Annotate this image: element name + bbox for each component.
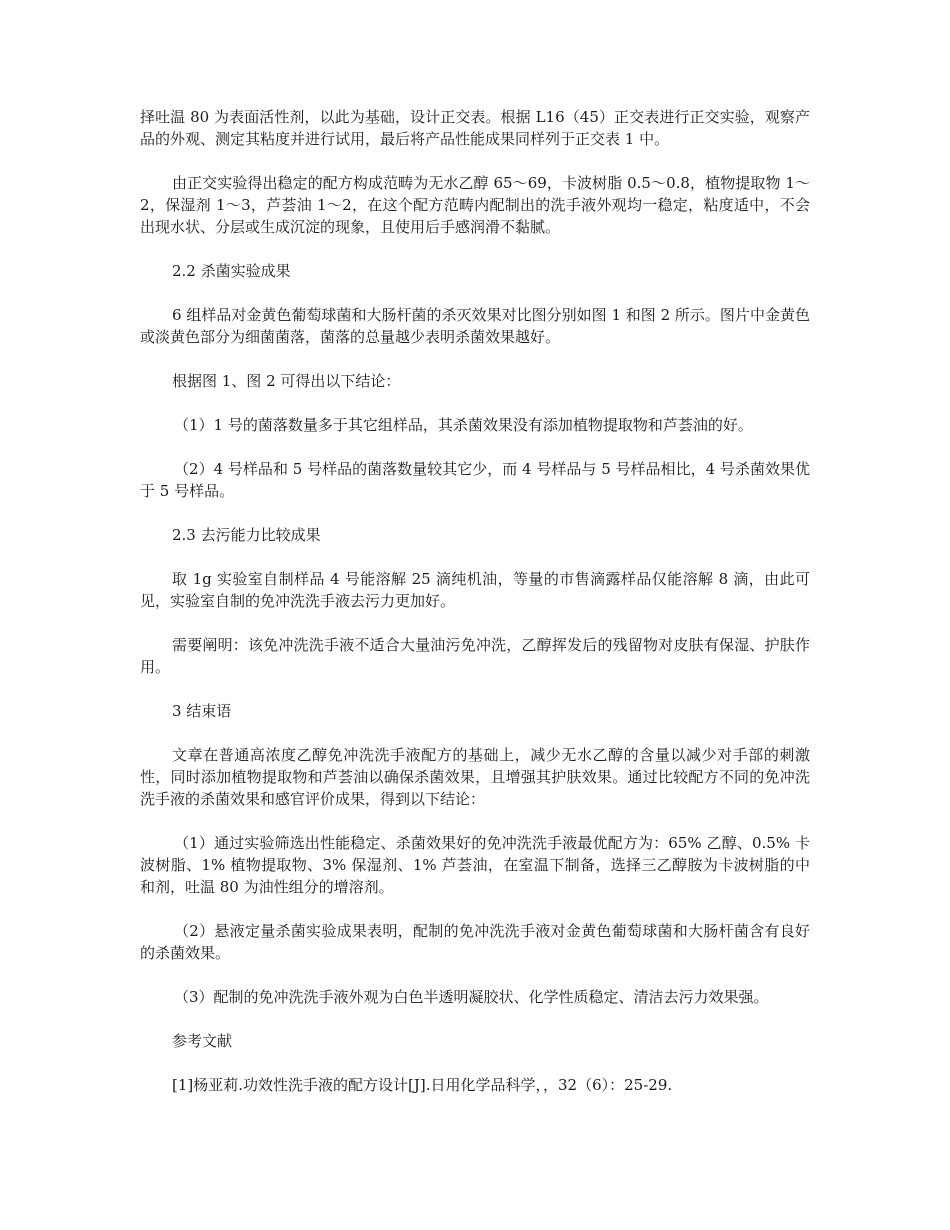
references-heading: 参考文献 bbox=[172, 1032, 233, 1050]
list-item-summary-3: （3）配制的免冲洗洗手液外观为白色半透明凝胶状、化学性质稳定、清洁去污力效果强。 bbox=[174, 988, 769, 1006]
paragraph-summary: 文章在普通高浓度乙醇免冲洗洗手液配方的基础上，减少无水乙醇的含量以减少对手部的刺激性，同时添加植物提取物和芦荟油以确保杀菌效果，且增强其护肤效果。通过比较配方不同的免冲洗洗手液的杀菌效果和感官评价成果，得到以下结论： bbox=[140, 746, 810, 808]
document-body bbox=[140, 106, 810, 1118]
paragraph-orthogonal-design: 择吐温 80 为表面活性剂，以此为基础，设计正交表。根据 L16（45）正交表进行正交实验，观察产品的外观、测定其粘度并进行试用，最后将产品性能成果同样列于正交表 1 中。 bbox=[140, 108, 810, 148]
paragraph-bacteria-comparison: 6 组样品对金黄色葡萄球菌和大肠杆菌的杀灭效果对比图分别如图 1 和图 2 所示。图片中金黄色或淡黄色部分为细菌菌落，菌落的总量越少表明杀菌效果越好。 bbox=[140, 306, 810, 346]
list-item-summary-1: （1）通过实验筛选出性能稳定、杀菌效果好的免冲洗洗手液最优配方为：65% 乙醇、0.5% 卡波树脂、1% 植物提取物、3% 保湿剂、1% 芦荟油，在室温下制备，选择三乙醇胺为卡波树脂的中和剂，吐温 80 为油性组分的增溶剂。 bbox=[140, 834, 810, 896]
paragraph-decontamination: 取 1g 实验室自制样品 4 号能溶解 25 滴纯机油，等量的市售滴露样品仅能溶解 8 滴，由此可见，实验室自制的免冲洗洗手液去污力更加好。 bbox=[140, 570, 810, 610]
list-item-summary-2: （2）悬液定量杀菌实验成果表明，配制的免冲洗洗手液对金黄色葡萄球菌和大肠杆菌含有良好的杀菌效果。 bbox=[140, 922, 810, 962]
section-heading-2-3: 2.3 去污能力比较成果 bbox=[172, 526, 321, 544]
paragraph-note: 需要阐明：该免冲洗洗手液不适合大量油污免冲洗，乙醇挥发后的残留物对皮肤有保湿、护肤作用。 bbox=[140, 636, 810, 676]
section-heading-3: 3 结束语 bbox=[172, 702, 232, 720]
list-item-conclusion-1: （1）1 号的菌落数量多于其它组样品，其杀菌效果没有添加植物提取物和芦荟油的好。 bbox=[174, 416, 753, 434]
paragraph-conclusion-intro: 根据图 1、图 2 可得出以下结论： bbox=[172, 372, 401, 390]
list-item-conclusion-2: （2）4 号样品和 5 号样品的菌落数量较其它少，而 4 号样品与 5 号样品相比，4 号杀菌效果优于 5 号样品。 bbox=[140, 460, 810, 500]
section-heading-2-2: 2.2 杀菌实验成果 bbox=[172, 262, 291, 280]
reference-item-1: [1]杨亚莉.功效性洗手液的配方设计[J].日用化学品科学，，32（6）：25-29. bbox=[172, 1076, 673, 1094]
paragraph-formula-range: 由正交实验得出稳定的配方构成范畴为无水乙醇 65～69，卡波树脂 0.5～0.8，植物提取物 1～2，保湿剂 1～3，芦荟油 1～2，在这个配方范畴内配制出的洗手液外观均一稳定，粘度适中，不会出现水状、分层或生成沉淀的现象，且使用后手感润滑不黏腻。 bbox=[140, 174, 810, 236]
